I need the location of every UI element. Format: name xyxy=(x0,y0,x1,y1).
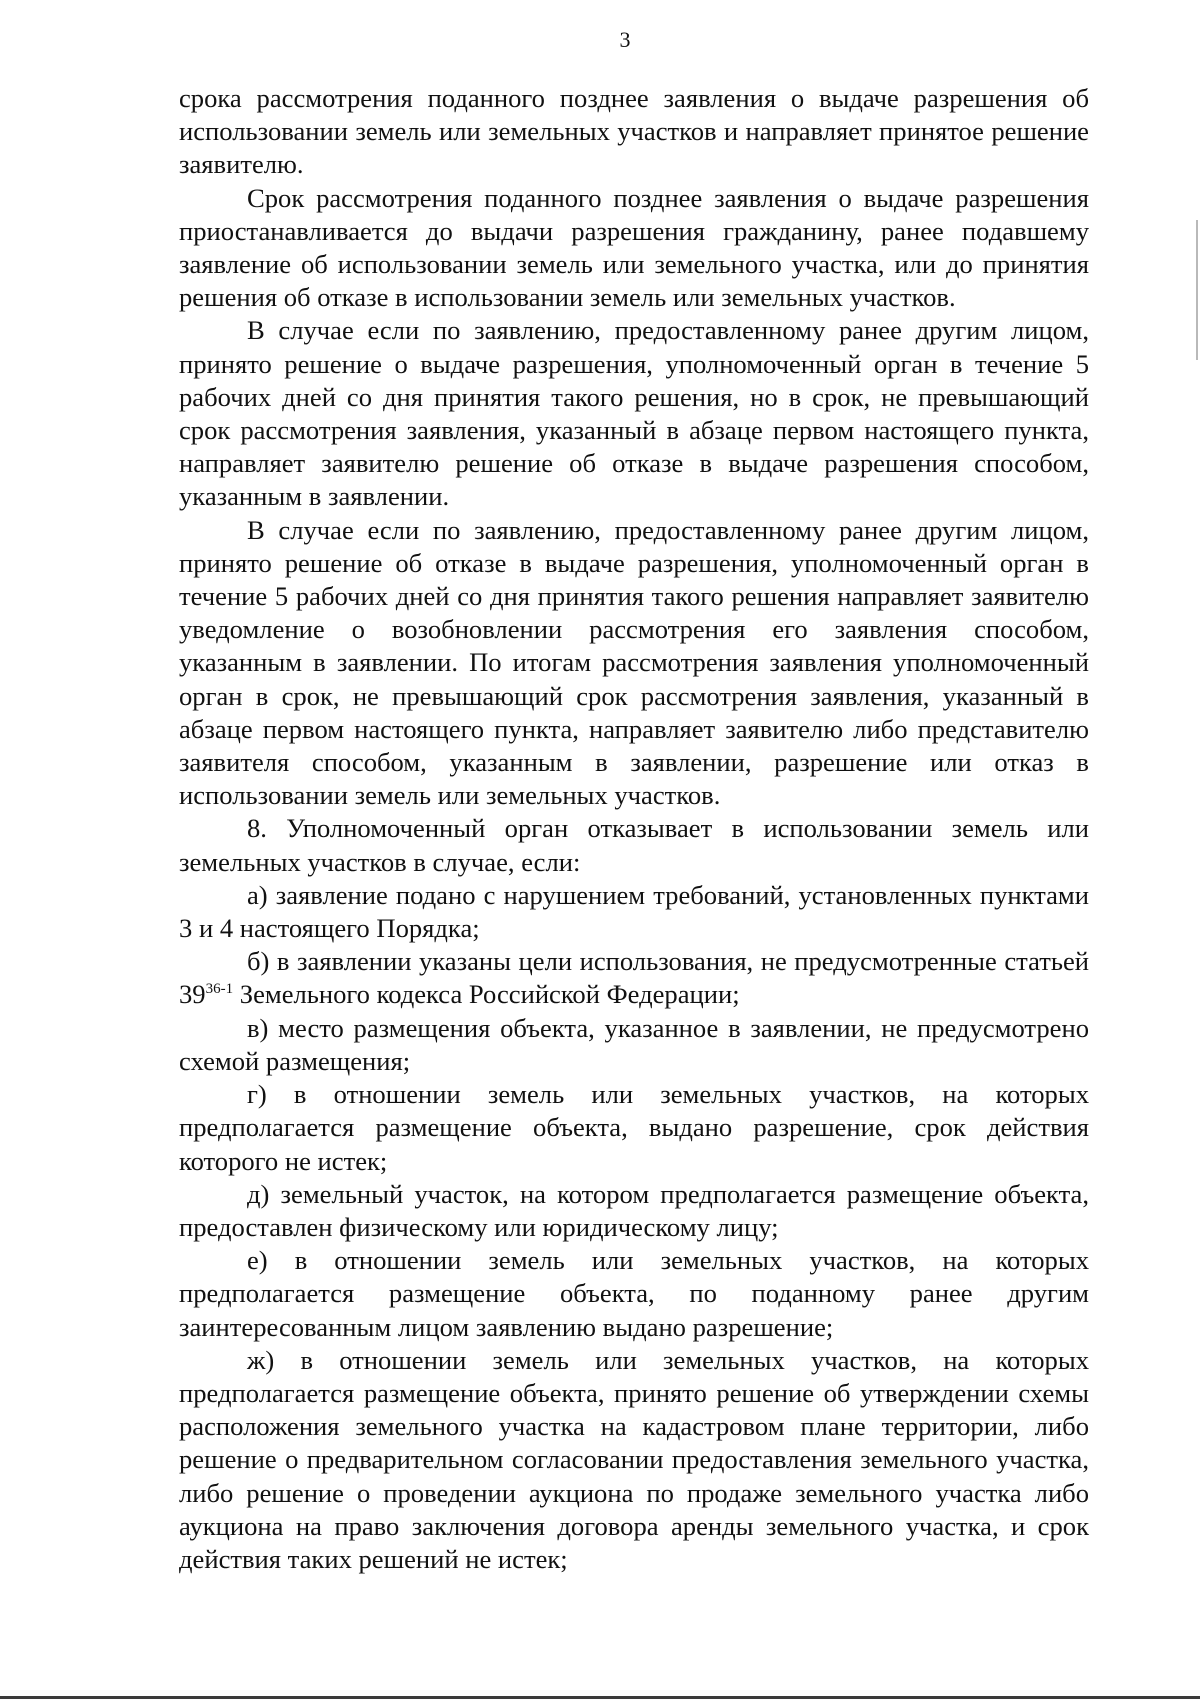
subitem-b-text-after: Земельного кодекса Российской Федерации; xyxy=(233,979,740,1010)
page-number: 3 xyxy=(619,27,631,52)
paragraph-item-8: 8. Уполномоченный орган отказывает в использовании земель или земельных участков в случае, если: xyxy=(179,813,1089,877)
subitem-b xyxy=(179,945,1089,1011)
paragraph-decision-refused: В случае если по заявлению, предоставленному ранее другим лицом, принято решение об отказе в выдаче разрешения, уполномоченный орган в течение 5 рабочих дней со дня принятия такого решения направляет заявителю уведомление о возобновлении рассмотрения его заявления способом, указанным в заявлении. По итогам рассмотрения заявления уполномоченный орган в срок, не превышающий срок рассмотрения заявления, указанный в абзаце первом настоящего пункта, направляет заявителю либо представителю заявителя способом, указанным в заявлении, разрешение или отказ в использовании земель или земельных участков. xyxy=(179,514,1089,811)
document-body xyxy=(179,82,1089,1576)
subitem-v: в) место размещения объекта, указанное в заявлении, не предусмотрено схемой размещения; xyxy=(179,1012,1089,1076)
scan-edge-bottom xyxy=(0,1696,1200,1699)
paragraph-decision-issued: В случае если по заявлению, предоставленному ранее другим лицом, принято решение о выдаче разрешения, уполномоченный орган в течение 5 рабочих дней со дня принятия такого решения, но в срок, не превышающий срок рассмотрения заявления, указанный в абзаце первом настоящего пункта, направляет заявителю решение об отказе в выдаче разрешения способом, указанным в заявлении. xyxy=(179,315,1089,512)
article-superscript: 36-1 xyxy=(205,981,234,998)
paragraph-suspension-term: Срок рассмотрения поданного позднее заявления о выдаче разрешения приостанавливается до выдачи разрешения гражданину, ранее подавшему заявление об использовании земель или земельного участка, или до принятия решения об отказе в использовании земель или земельных участков. xyxy=(179,182,1089,313)
subitem-e: е) в отношении земель или земельных участков, на которых предполагается размещение объекта, по поданному ранее другим заинтересованным лицом заявлению выдано разрешение; xyxy=(179,1245,1089,1342)
subitem-zh: ж) в отношении земель или земельных участков, на которых предполагается размещение объекта, принято решение об утверждении схемы расположения земельного участка на кадастровом плане территории, либо решение о предварительном согласовании предоставления земельного участка, либо решение о проведении аукциона по продаже земельного участка либо аукциона на право заключения договора аренды земельного участка, и срок действия таких решений не истек; xyxy=(179,1344,1089,1574)
paragraph-continuation: срока рассмотрения поданного позднее заявления о выдаче разрешения об использовании земель или земельных участков и направляет принятое решение заявителю. xyxy=(179,83,1089,180)
subitem-g: г) в отношении земель или земельных участков, на которых предполагается размещение объекта, выдано разрешение, срок действия которого не истек; xyxy=(179,1079,1089,1176)
scan-edge-right xyxy=(1196,220,1198,360)
subitem-a: а) заявление подано с нарушением требований, установленных пунктами 3 и 4 настоящего Порядка; xyxy=(179,879,1089,944)
subitem-d: д) земельный участок, на котором предполагается размещение объекта, предоставлен физическому или юридическому лицу; xyxy=(179,1178,1089,1242)
subitem-b-text-before: б) в заявлении указаны цели использования, не предусмотренные статьей 39 xyxy=(179,946,1089,1010)
